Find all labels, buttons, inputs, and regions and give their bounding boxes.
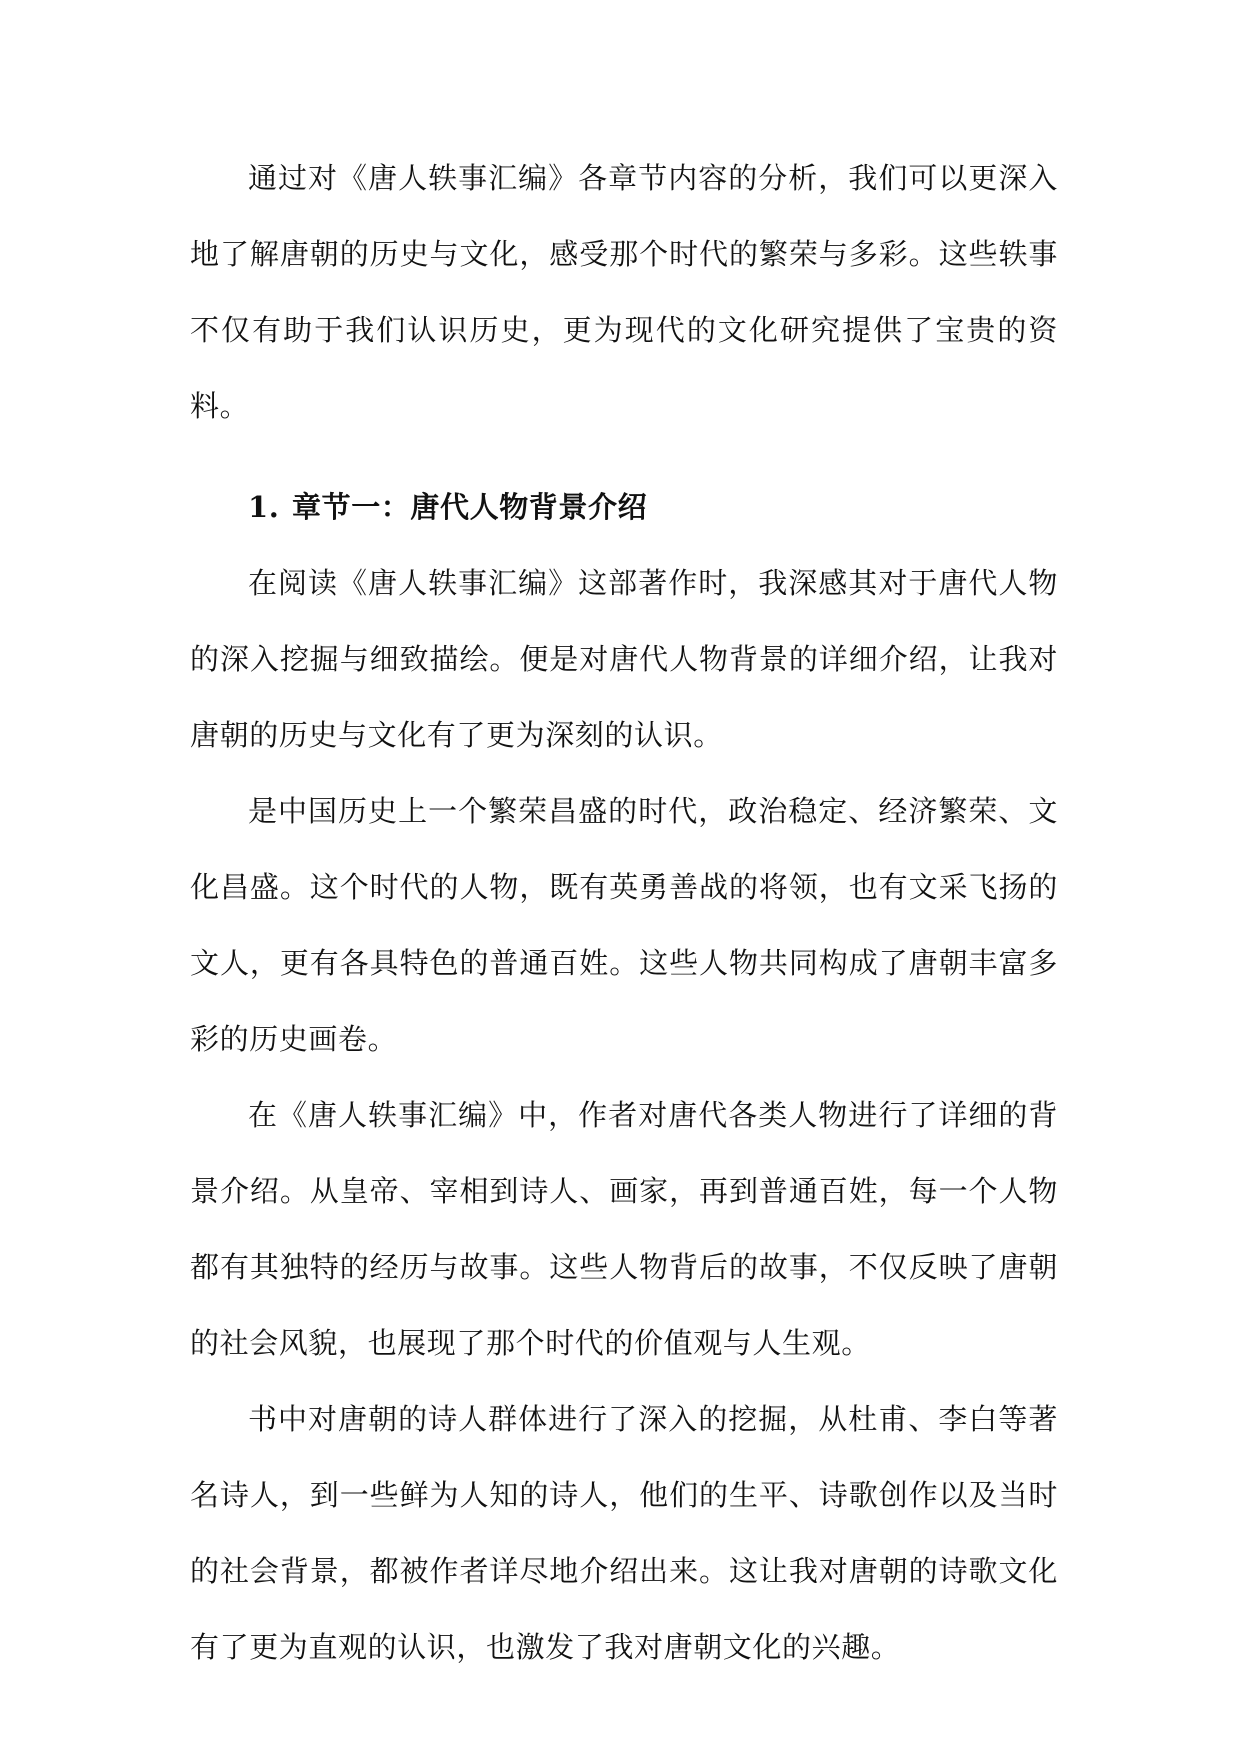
body-paragraph-2: 是中国历史上一个繁荣昌盛的时代，政治稳定、经济繁荣、文化昌盛。这个时代的人物，既有英勇善战的将领，也有文采飞扬的文人，更有各具特色的普通百姓。这些人物共同构成了唐朝丰富多彩的历史画卷。 <box>190 794 1058 1056</box>
body-paragraph-3: 在《唐人轶事汇编》中，作者对唐代各类人物进行了详细的背景介绍。从皇帝、宰相到诗人、画家，再到普通百姓，每一个人物都有其独特的经历与故事。这些人物背后的故事，不仅反映了唐朝的社会风貌，也展现了那个时代的价值观与人生观。 <box>190 1098 1058 1360</box>
body-paragraph-1: 在阅读《唐人轶事汇编》这部著作时，我深感其对于唐代人物的深入挖掘与细致描绘。便是对唐代人物背景的详细介绍，让我对唐朝的历史与文化有了更为深刻的认识。 <box>190 566 1058 752</box>
section-number: 1. <box>248 490 280 524</box>
section-title: 章节一：唐代人物背景介绍 <box>292 490 648 524</box>
document-body <box>190 140 1058 1685</box>
intro-paragraph: 通过对《唐人轶事汇编》各章节内容的分析，我们可以更深入地了解唐朝的历史与文化，感受那个时代的繁荣与多彩。这些轶事不仅有助于我们认识历史，更为现代的文化研究提供了宝贵的资料。 <box>190 161 1058 423</box>
section-heading <box>190 469 1058 545</box>
body-paragraph-4: 书中对唐朝的诗人群体进行了深入的挖掘，从杜甫、李白等著名诗人，到一些鲜为人知的诗人，他们的生平、诗歌创作以及当时的社会背景，都被作者详尽地介绍出来。这让我对唐朝的诗歌文化有了更为直观的认识，也激发了我对唐朝文化的兴趣。 <box>190 1402 1058 1664</box>
